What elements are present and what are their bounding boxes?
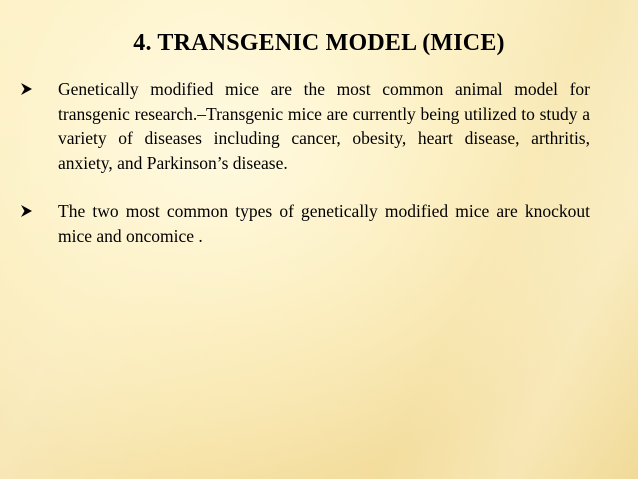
slide-title: 4. TRANSGENIC MODEL (MICE) bbox=[133, 30, 505, 56]
bullet-text: Genetically modified mice are the most common animal model for transgenic research.–Transgenic mice are currently being utilized to study a variety of diseases including cancer, obesity, heart disease, arthritis, anxiety, and Parkinson’s disease. bbox=[58, 79, 590, 173]
bullet-text: The two most common types of genetically modified mice are knockout mice and oncomice . bbox=[58, 201, 590, 246]
arrowhead-bullet-icon bbox=[20, 77, 36, 101]
bullet-item bbox=[20, 199, 590, 248]
bullet-item bbox=[20, 77, 590, 175]
arrowhead-bullet-icon bbox=[20, 199, 36, 223]
bullet-list bbox=[20, 77, 590, 248]
